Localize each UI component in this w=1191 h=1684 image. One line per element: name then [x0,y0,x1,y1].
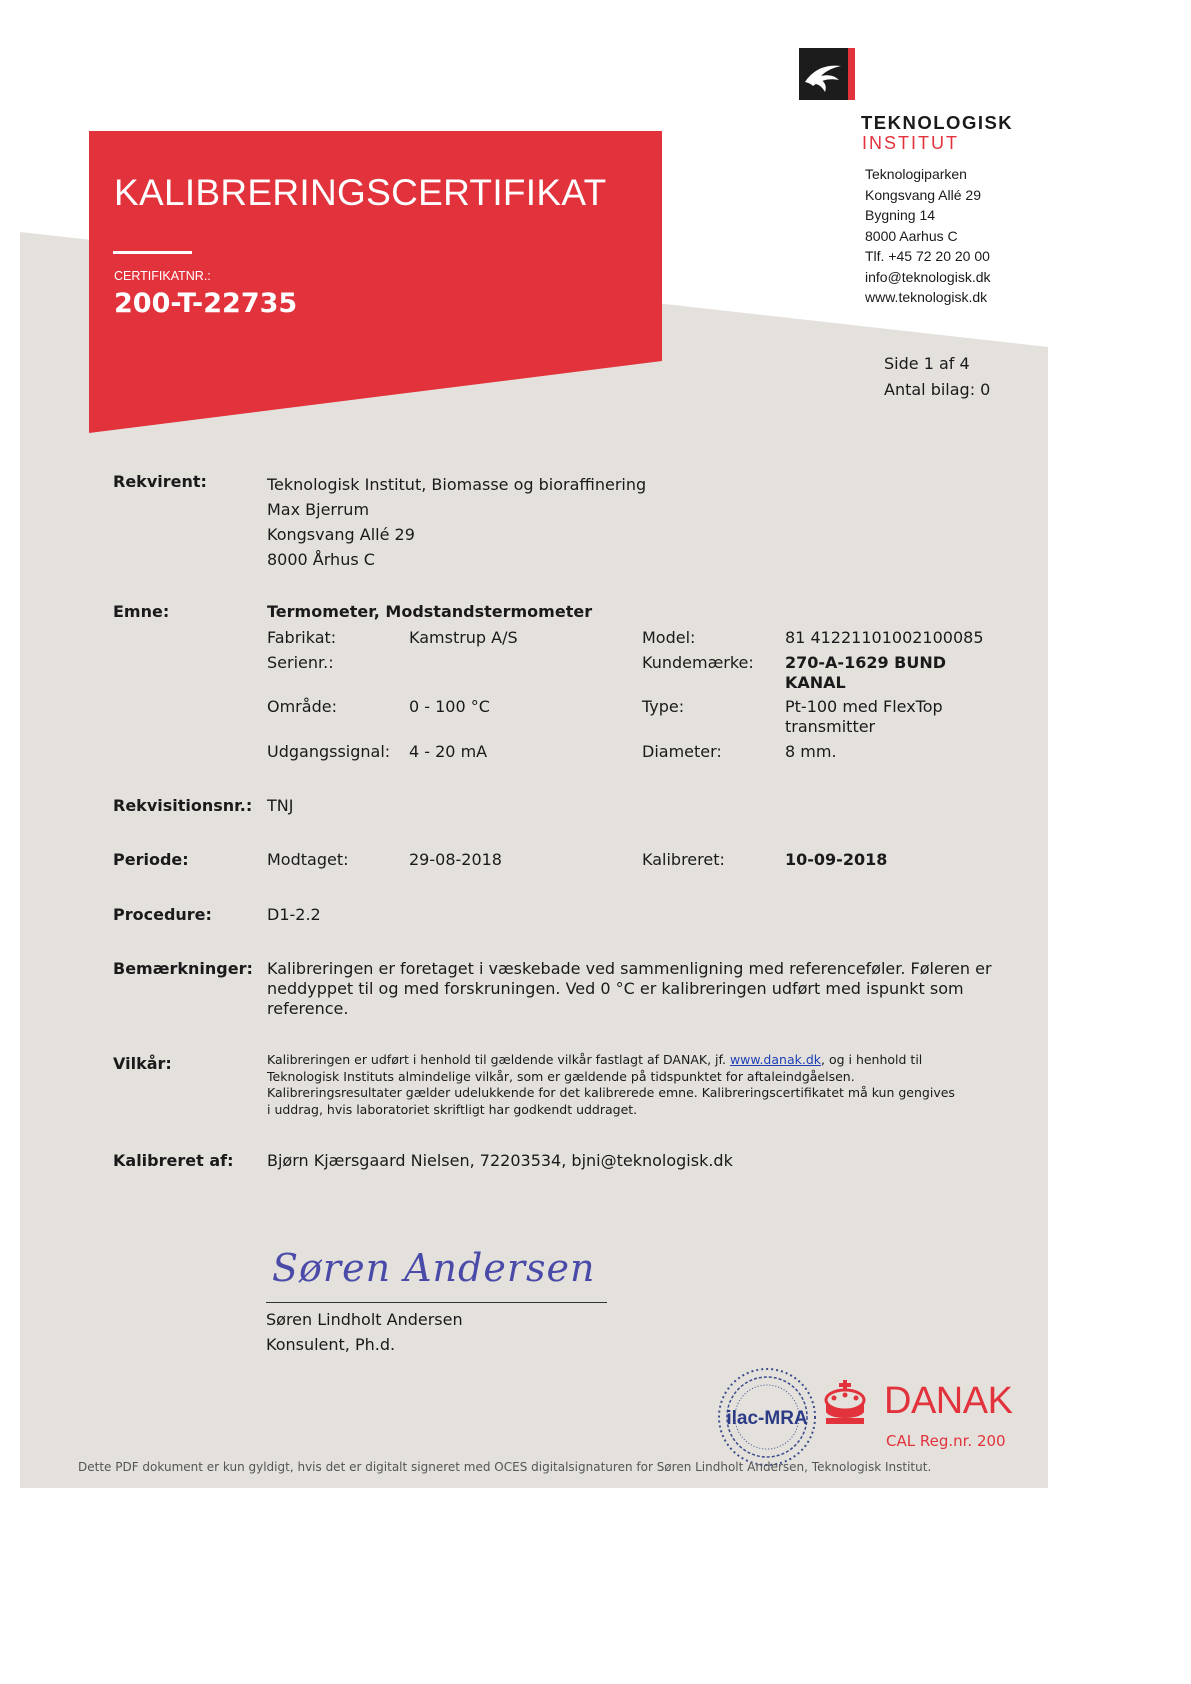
udgangssignal-label: Udgangssignal: [267,742,391,761]
kalibreret-label: Kalibreret: [642,850,725,869]
institute-name-line1: TEKNOLOGISK [861,112,1014,133]
vilkaar-text [267,1052,955,1118]
rekvirent-line: Max Bjerrum [267,500,370,519]
vilkaar-line [267,1052,955,1069]
footer-note: Dette PDF dokument er kun gyldigt, hvis det er digitalt signeret med OCES digitalsignaturen for Søren Lindholt Andersen, Teknologisk Institut. [78,1460,932,1474]
fabrikat-value: Kamstrup A/S [409,628,518,647]
danak-logo-text: DANAK [884,1380,1013,1422]
rekvirent-label: Rekvirent: [113,472,207,491]
bemaerkninger-line: Kalibreringen er foretaget i væskebade ved sammenligning med referenceføler. Føleren er [267,959,992,978]
handwritten-signature: Søren Andersen [272,1246,596,1290]
rekvirent-block [267,472,646,572]
emne-label: Emne: [113,602,170,621]
crown-icon [820,1380,870,1428]
cert-number: 200-T-22735 [114,288,298,319]
omraade-value: 0 - 100 °C [409,697,490,716]
udgangssignal-value: 4 - 20 mA [409,742,488,761]
rekvirent-line: 8000 Århus C [267,550,375,569]
type-line: Pt-100 med FlexTop [785,697,943,716]
address-website: www.teknologisk.dk [865,289,988,305]
serienr-label: Serienr.: [267,653,334,672]
bemaerkninger-label: Bemærkninger: [113,959,253,978]
modtaget-label: Modtaget: [267,850,349,869]
signatory-title: Konsulent, Ph.d. [266,1335,396,1354]
annex-count: Antal bilag: 0 [884,380,991,399]
page-number: Side 1 af 4 [884,354,970,373]
swallow-logo-icon [799,48,847,100]
vilkaar-label: Vilkår: [113,1054,172,1073]
teknologisk-logo [799,48,855,100]
procedure-value: D1-2.2 [267,905,321,924]
address-line: 8000 Aarhus C [865,227,958,244]
signature-line [266,1302,607,1303]
type-value [785,697,943,737]
rekvirent-line: Kongsvang Allé 29 [267,525,415,544]
vilkaar-line: Teknologisk Instituts almindelige vilkår, som er gældende på tidspunktet for aftaleindgåelsen. [267,1068,855,1084]
address-line: Bygning 14 [865,207,936,223]
address-line: Kongsvang Allé 29 [865,186,981,203]
kundemaerke-label: Kundemærke: [642,653,754,672]
rekvisitionsnr-value: TNJ [267,796,294,815]
kundemaerke-line: KANAL [785,673,846,692]
ilac-mra-text: ilac-MRA [726,1408,808,1429]
cert-number-label: CERTIFIKATNR.: [114,269,211,283]
procedure-label: Procedure: [113,905,212,924]
document-title: KALIBRERINGSCERTIFIKAT [114,172,607,213]
kalibreret-af-value: Bjørn Kjærsgaard Nielsen, 72203534, bjni@teknologisk.dk [267,1151,733,1170]
type-label: Type: [642,697,685,716]
diameter-value: 8 mm. [785,742,837,761]
address-email: info@teknologisk.dk [865,268,991,285]
ilac-mra-seal [716,1366,818,1468]
modtaget-value: 29-08-2018 [409,850,502,869]
bemaerkninger-text [267,959,992,1019]
kalibreret-af-label: Kalibreret af: [113,1151,234,1170]
bemaerkninger-line: reference. [267,999,349,1018]
periode-label: Periode: [113,850,189,869]
kalibreret-value: 10-09-2018 [785,850,888,869]
vilkaar-line: i uddrag, hvis laboratoriet skriftligt har godkendt uddraget. [267,1101,638,1117]
fabrikat-label: Fabrikat: [267,628,337,647]
type-line: transmitter [785,717,876,736]
signatory-name: Søren Lindholt Andersen [266,1310,463,1329]
danak-link[interactable]: www.danak.dk [729,1052,821,1067]
model-value: 81 41221101002100085 [785,628,984,647]
rekvisitionsnr-label: Rekvisitionsnr.: [113,796,253,815]
kundemaerke-line: 270-A-1629 BUND [785,653,947,672]
vilkaar-text-part: Kalibreringen er udført i henhold til gældende vilkår fastlagt af DANAK, jf. [267,1052,730,1067]
model-label: Model: [642,628,696,647]
address-phone: Tlf. +45 72 20 20 00 [865,248,990,264]
address-line: Teknologiparken [865,166,967,182]
rekvirent-line: Teknologisk Institut, Biomasse og bioraffinering [267,475,647,494]
kundemaerke-value [785,653,946,693]
institute-address [865,164,991,308]
institute-name-line2: INSTITUT [862,133,959,153]
title-underline [113,251,192,254]
omraade-label: Område: [267,697,337,716]
bemaerkninger-line: neddyppet til og med forskruningen. Ved 0 °C er kalibreringen udført med ispunkt som [267,979,964,998]
cal-reg-number: CAL Reg.nr. 200 [886,1432,1006,1450]
emne-heading: Termometer, Modstandstermometer [267,602,593,621]
vilkaar-line: Kalibreringsresultater gælder udelukkende for det kalibrerede emne. Kalibreringscertifikatet må kun gengives [267,1085,955,1100]
vilkaar-text-part: , og i henhold til [821,1052,923,1067]
diameter-label: Diameter: [642,742,722,761]
